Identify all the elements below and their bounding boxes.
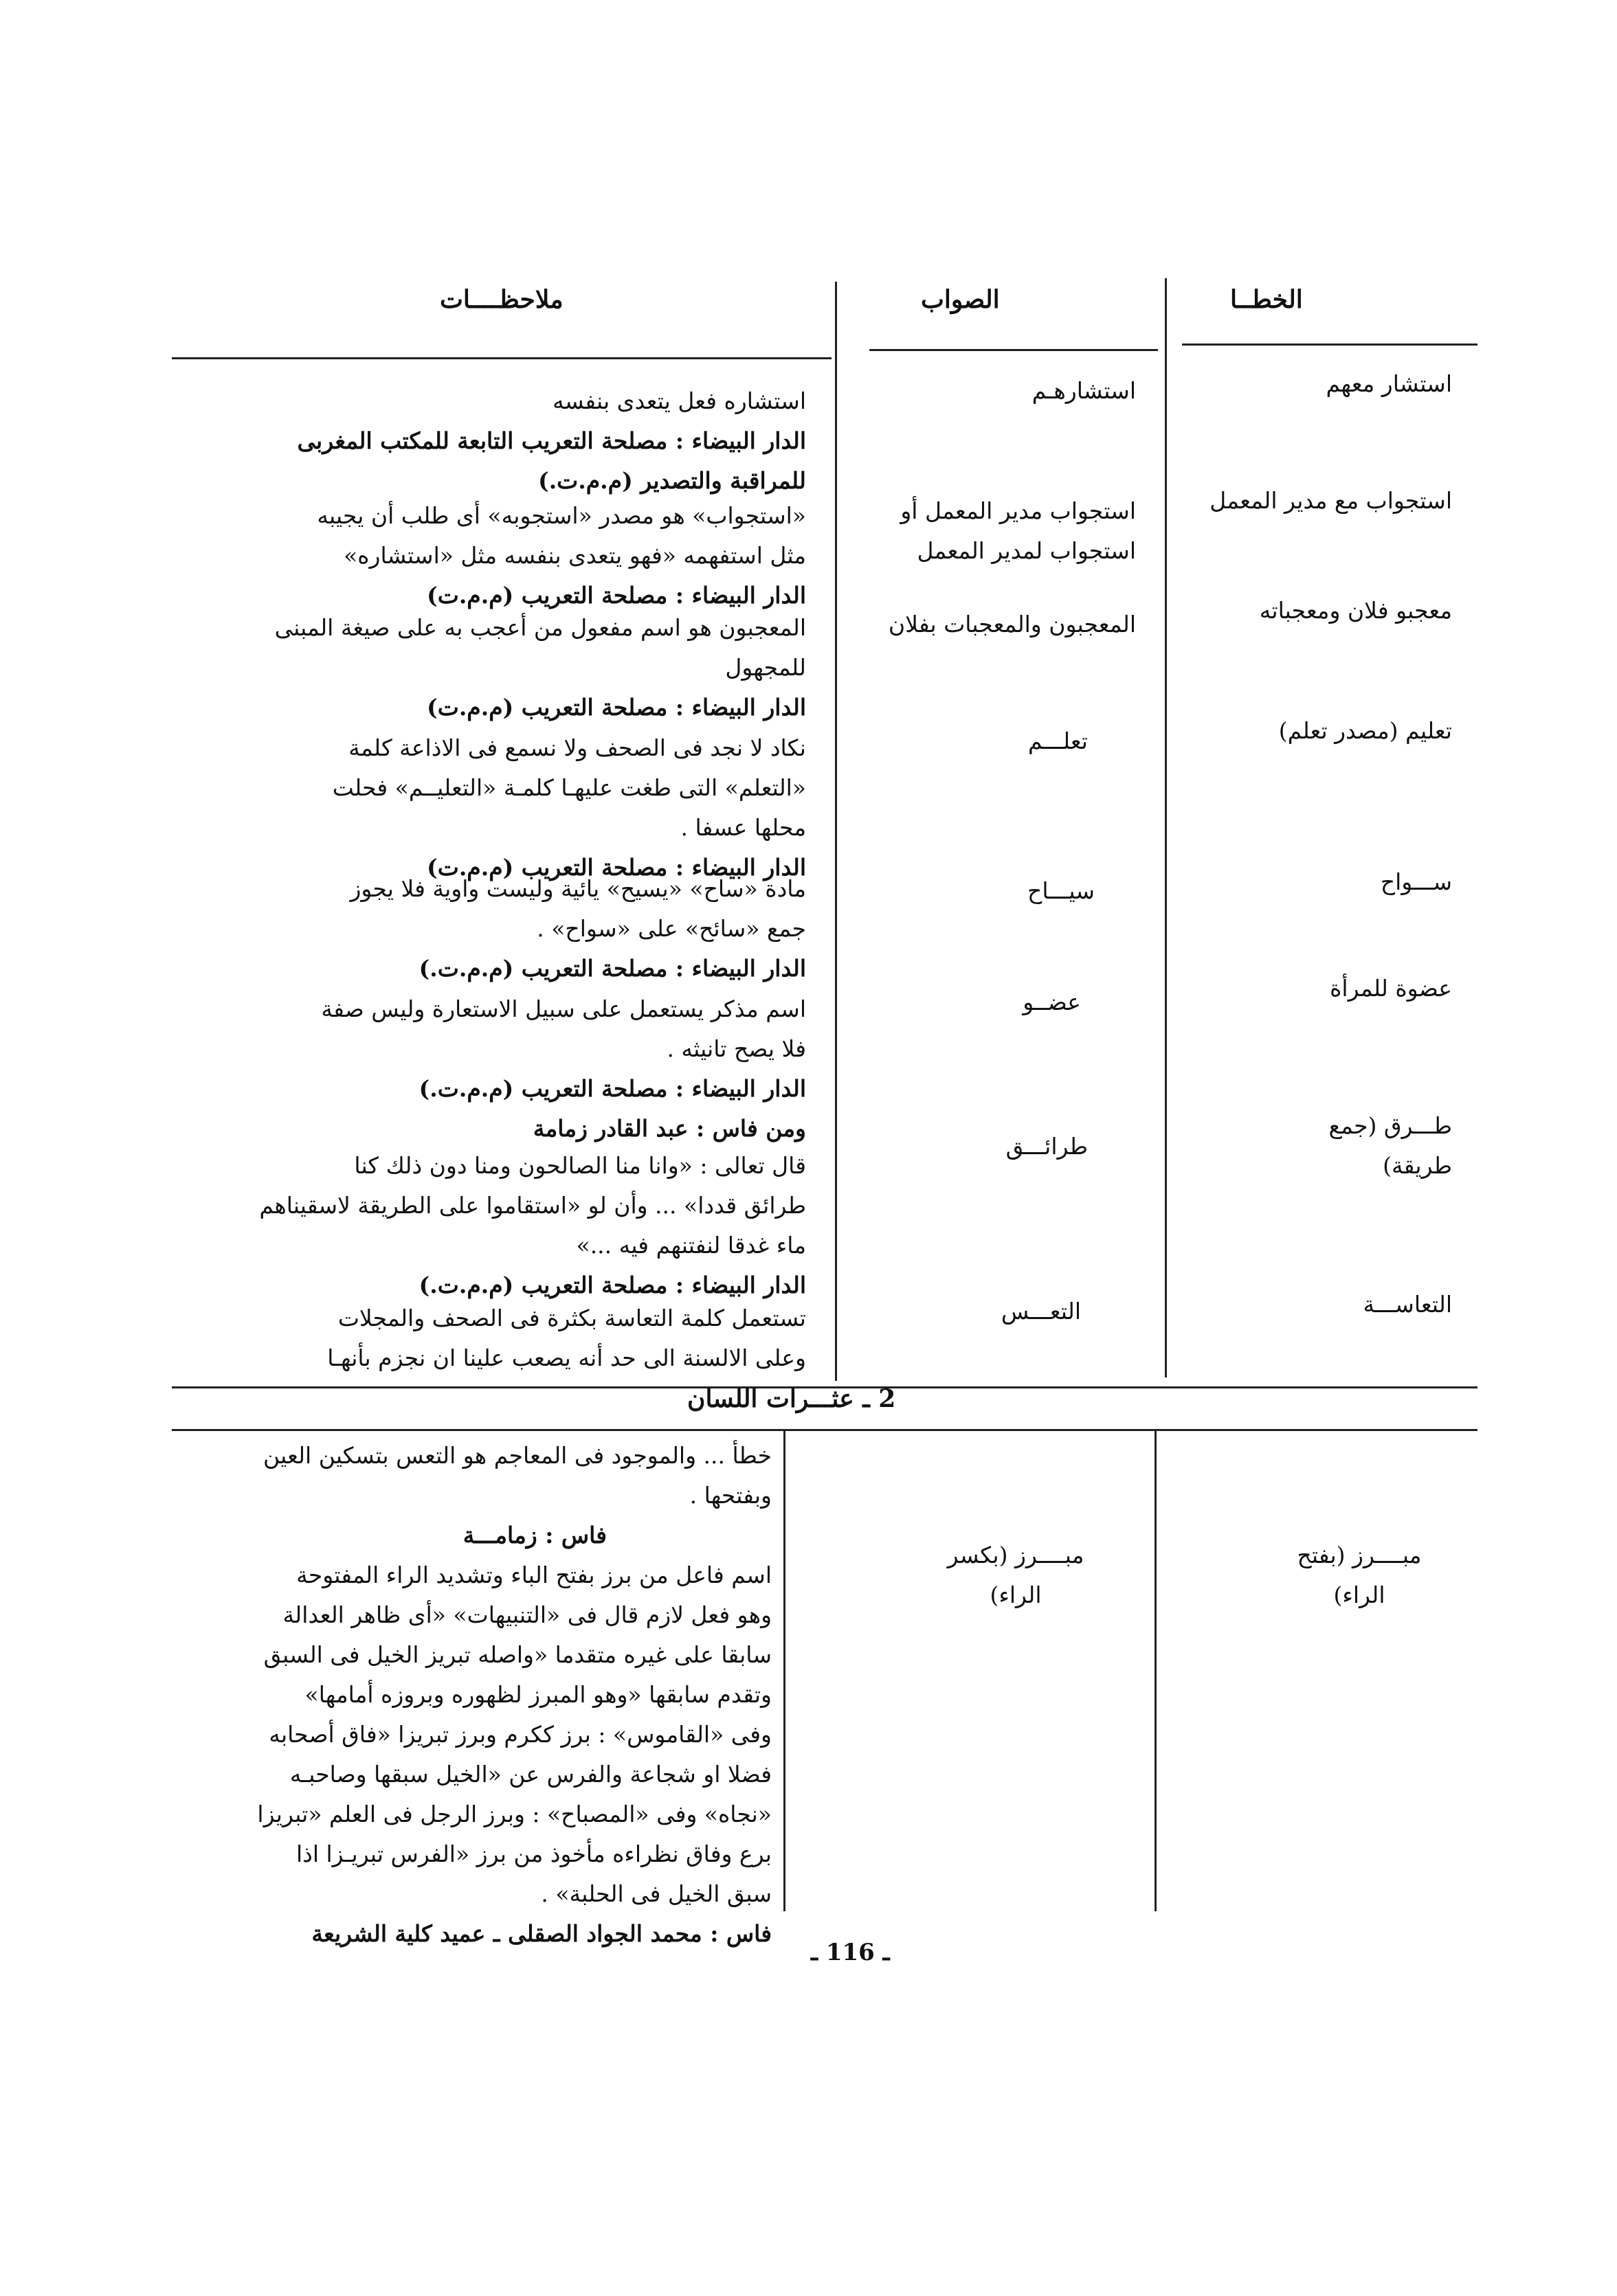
header-right: الصواب [921, 285, 1000, 314]
row-3-right: المعجبون والمعجبات بفلان [888, 611, 1136, 638]
header-notes: ملاحظــــات [440, 285, 564, 314]
header-rule-wrong [1182, 344, 1477, 346]
row-5-wrong: ســـواح [1380, 868, 1452, 895]
column-divider-2 [835, 282, 837, 1381]
section-2-divider-1 [1155, 1430, 1157, 1911]
row-6-right: عضــو [1023, 989, 1081, 1015]
header-wrong: الخطــا [1230, 285, 1303, 314]
row-3-wrong: معجبو فلان ومعجباته [1259, 597, 1452, 624]
row-7-right: طرائـــق [1005, 1133, 1088, 1160]
row-7-wrong: طـــرق (جمع طريقة) [1328, 1112, 1452, 1179]
row-5-notes: مادة «ساح» «يسيح» يائية وليست واوية فلا يجوز جمع «سائح» على «سواح» . الدار البيضاء : مصلحة التعريب (م.م.ت.) [350, 875, 806, 982]
column-divider-1 [1165, 278, 1167, 1377]
row-8-notes: تستعمل كلمة التعاسة بكثرة فى الصحف والمجلات وعلى الالسنة الى حد أنه يصعب علينا ان نجزم بأنهـا [327, 1305, 806, 1371]
section-2-title: 2 ـ عثـــرات اللسان [687, 1384, 896, 1413]
section-2-divider-2 [783, 1430, 785, 1911]
header-rule-right [869, 349, 1158, 351]
row-8-wrong: التعاســـة [1363, 1291, 1452, 1318]
row-1-right: استشارهـم [1031, 377, 1136, 404]
row-1-wrong: استشار معهم [1326, 370, 1452, 397]
row-2-wrong: استجواب مع مدير المعمل [1209, 487, 1452, 514]
section-2-wrong: مبــــرز (بفتح الراء) [1297, 1542, 1422, 1608]
row-1-notes: استشاره فعل يتعدى بنفسه الدار البيضاء : مصلحة التعريب التابعة للمكتب المغربى للمراقبة والتصدير (م.م.ت.) [297, 387, 806, 494]
row-6-wrong: عضوة للمرأة [1330, 975, 1452, 1002]
row-4-wrong: تعليم (مصدر تعلم) [1278, 717, 1452, 744]
row-8-right: التعـــس [1001, 1298, 1081, 1325]
row-4-right: تعلـــم [1028, 728, 1088, 754]
section-2-right: مبــــرز (بكسر الراء) [947, 1542, 1084, 1608]
header-rule-notes [172, 357, 832, 359]
row-2-right: استجواب مدير المعمل أو استجواب لمدير المعمل [900, 497, 1136, 564]
row-4-notes: نكاد لا نجد فى الصحف ولا نسمع فى الاذاعة كلمة «التعلم» التى طغت عليهـا كلمـة «التعليــم» فحلت محلها عسفا . الدار البيضاء : مصلحة التعريب (م.م.ت) [332, 734, 806, 881]
row-2-notes: «استجواب» هو مصدر «استجوبه» أى طلب أن يجيبه مثل استفهمه «فهو يتعدى بنفسه مثل «استشاره» الدار البيضاء : مصلحة التعريب (م.م.ت) [317, 502, 806, 609]
section-2-notes: خطأ ... والموجود فى المعاجم هو التعس بتسكين العين وبفتحها . فاس : زمامـــة اسم فاعل من برز بفتح الباء وتشديد الراء المفتوحة وهو فعل لازم قال فى «التنبيهات» «أى ظاهر العدالة سابقا على غيره متقدما «واصله تبريز الخيل فى السبق وتقدم سابقها «وهو المبرز لظهوره وبروزه أمامها» وفى «القاموس» : برز ككرم وبرز تبريزا «فاق أصحابه فضلا او شجاعة والفرس عن «الخيل سبقها وصاحبـه «نجاه» وفى «المصباح» : وبرز الرجل فى العلم «تبريزا برع وفاق نظراءه مأخوذ من برز «الفرس تبريـزا اذا سبق الخيل فى الحلبة» . فاس : محمد الجواد الصقلى ـ عميد كلية الشريعة [257, 1442, 772, 1947]
row-5-right: سيـــاح [1027, 877, 1095, 904]
page-number: ـ 116 ـ [811, 1939, 890, 1966]
row-6-notes: اسم مذكر يستعمل على سبيل الاستعارة وليس صفة فلا يصح تانيثه . الدار البيضاء : مصلحة التعريب (م.م.ت.) ومن فاس : عبد القادر زمامة [321, 995, 806, 1142]
row-3-notes: المعجبون هو اسم مفعول من أعجب به على صيغة المبنى للمجهول الدار البيضاء : مصلحة التعريب (م.م.ت) [274, 614, 806, 721]
section-2-rule-bottom [172, 1429, 1477, 1431]
row-7-notes: قال تعالى : «وانا منا الصالحون ومنا دون ذلك كنا طرائق قددا» ... وأن لو «استقاموا على الطريقة لاسقيناهم ماء غدقا لنفتنهم فيه ...» الدار البيضاء : مصلحة التعريب (م.م.ت.) [259, 1152, 806, 1298]
